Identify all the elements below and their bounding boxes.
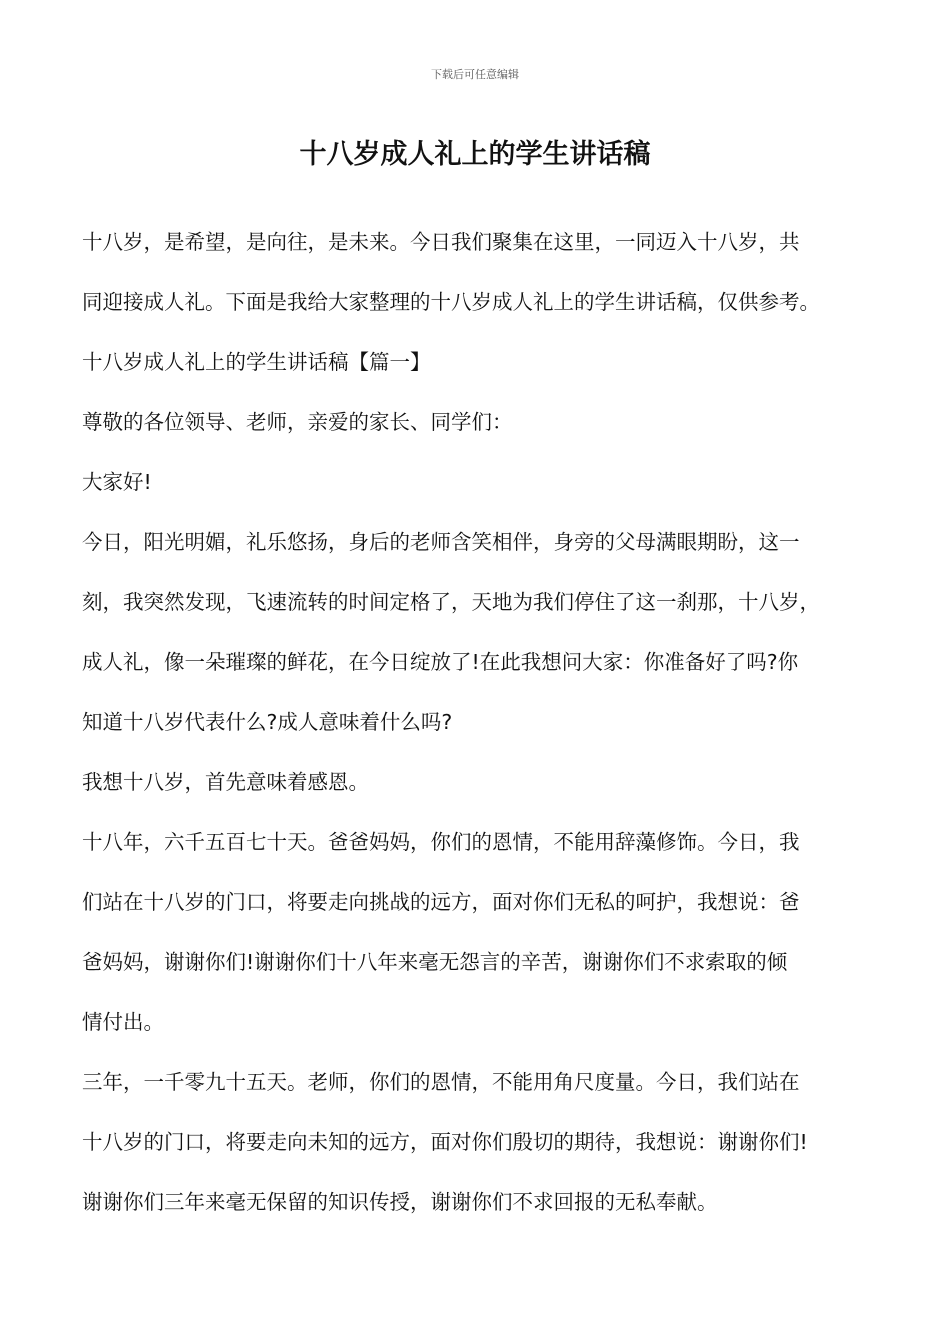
document-title: 十八岁成人礼上的学生讲话稿 (299, 139, 651, 170)
text-line: 大家好! (82, 470, 152, 494)
text-line: 们站在十八岁的门口，将要走向挑战的远方，面对你们无私的呵护，我想说：爸 (82, 890, 800, 914)
text-line: 三年，一千零九十五天。老师，你们的恩情，不能用角尺度量。今日，我们站在 (82, 1070, 800, 1094)
paragraph-intro (82, 212, 872, 332)
section-heading (82, 332, 872, 392)
text-line: 十八岁的门口，将要走向未知的远方，面对你们殷切的期待，我想说：谢谢你们! (82, 1130, 808, 1154)
text-line: 十八岁成人礼上的学生讲话稿【篇一】 (82, 350, 431, 374)
text-line: 十八年，六千五百七十天。爸爸妈妈，你们的恩情，不能用辞藻修饰。今日，我 (82, 830, 800, 854)
paragraph-today (82, 512, 872, 752)
text-line: 刻，我突然发现，飞速流转的时间定格了，天地为我们停住了这一刹那，十八岁， (82, 590, 820, 614)
paragraph-salutation (82, 392, 872, 452)
text-line: 情付出。 (82, 1010, 164, 1034)
document-body (82, 212, 872, 1232)
text-line: 同迎接成人礼。下面是我给大家整理的十八岁成人礼上的学生讲话稿，仅供参考。 (82, 290, 820, 314)
text-line: 我想十八岁，首先意味着感恩。 (82, 770, 369, 794)
paragraph-greeting (82, 452, 872, 512)
text-line: 知道十八岁代表什么?成人意味着什么吗? (82, 710, 453, 734)
text-line: 成人礼，像一朵璀璨的鲜花，在今日绽放了!在此我想问大家：你准备好了吗?你 (82, 650, 799, 674)
text-line: 爸妈妈，谢谢你们!谢谢你们十八年来毫无怨言的辛苦，谢谢你们不求索取的倾 (82, 950, 788, 974)
paragraph-teachers (82, 1052, 872, 1232)
text-line: 尊敬的各位领导、老师，亲爱的家长、同学们： (82, 410, 513, 434)
paragraph-parents (82, 812, 872, 1052)
text-line: 十八岁，是希望，是向往，是未来。今日我们聚集在这里，一同迈入十八岁，共 (82, 230, 800, 254)
paragraph-gratitude (82, 752, 872, 812)
header-note: 下载后可任意编辑 (431, 68, 519, 81)
text-line: 今日，阳光明媚，礼乐悠扬，身后的老师含笑相伴，身旁的父母满眼期盼，这一 (82, 530, 800, 554)
text-line: 谢谢你们三年来毫无保留的知识传授，谢谢你们不求回报的无私奉献。 (82, 1190, 718, 1214)
